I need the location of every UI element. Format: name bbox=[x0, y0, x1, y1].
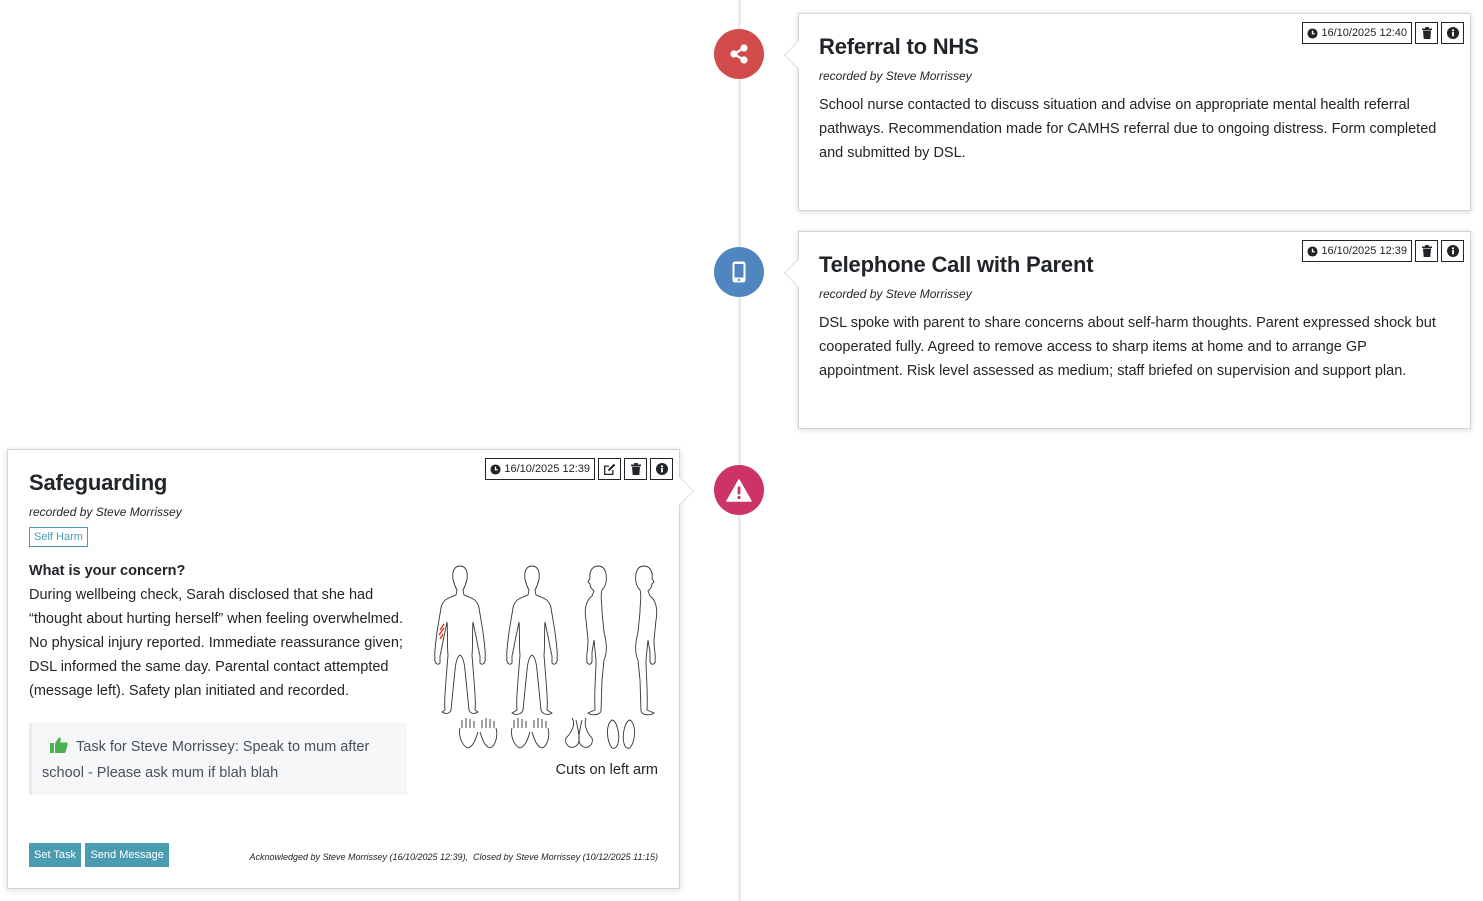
timestamp-text: 16/10/2025 12:39 bbox=[1321, 245, 1407, 257]
share-icon bbox=[728, 43, 750, 65]
recorded-by: recorded by Steve Morrissey bbox=[29, 505, 182, 519]
clock-icon bbox=[490, 464, 501, 475]
mobile-phone-icon bbox=[732, 261, 746, 283]
warning-icon bbox=[726, 479, 752, 502]
timeline-panel-referral bbox=[798, 13, 1471, 211]
recorded-by: recorded by Steve Morrissey bbox=[819, 69, 972, 83]
body-map-caption: Cuts on left arm bbox=[555, 762, 658, 778]
edit-icon bbox=[603, 463, 616, 475]
timeline-badge-safeguarding bbox=[714, 465, 764, 515]
info-icon bbox=[656, 463, 668, 475]
body-map-figures bbox=[426, 560, 666, 752]
panel-title: Safeguarding bbox=[29, 470, 168, 495]
category-tag[interactable]: Self Harm bbox=[29, 527, 88, 547]
thumbs-up-icon bbox=[50, 737, 68, 761]
task-text: Task for Steve Morrissey: Speak to mum after school - Please ask mum if blah blah bbox=[42, 739, 370, 781]
status-footer: Acknowledged by Steve Morrissey (16/10/2025 12:39), Closed by Steve Morrissey (10/12/2025 11:15) bbox=[249, 852, 658, 862]
action-buttons bbox=[29, 843, 169, 867]
timestamp-text: 16/10/2025 12:40 bbox=[1321, 27, 1407, 39]
timeline-badge-telephone bbox=[714, 247, 764, 297]
panel-pointer bbox=[679, 476, 694, 506]
info-button[interactable] bbox=[650, 458, 673, 480]
panel-body: DSL spoke with parent to share concerns about self-harm thoughts. Parent expressed shock but cooperated fully. Agreed to remove access to sharp items at home and to arrange GP appointment. Risk level assessed as medium; staff briefed on supervision and support plan. bbox=[819, 315, 1436, 379]
delete-button[interactable] bbox=[624, 458, 647, 480]
panel-title: Referral to NHS bbox=[819, 34, 979, 59]
concern-answer: During wellbeing check, Sarah disclosed that she had “thought about hurting herself” when feeling overwhelmed. No physical injury reported. Immediate reassurance given; DSL informed the same day. Parental contact attempted (message left). Safety plan initiated and recorded. bbox=[29, 587, 404, 699]
timeline-badge-referral bbox=[714, 29, 764, 79]
timeline-panel-safeguarding bbox=[7, 449, 680, 889]
recorded-by: recorded by Steve Morrissey bbox=[819, 287, 972, 301]
body-map[interactable] bbox=[426, 560, 666, 752]
panel-body: School nurse contacted to discuss situation and advise on appropriate mental health referral pathways. Recommendation made for CAMHS referral due to ongoing distress. Form completed and submitted by DSL. bbox=[819, 97, 1437, 161]
send-message-button[interactable]: Send Message bbox=[85, 843, 168, 867]
task-box[interactable] bbox=[29, 723, 407, 795]
edit-button[interactable] bbox=[598, 458, 621, 480]
trash-icon bbox=[631, 463, 641, 475]
panel-pointer bbox=[784, 258, 799, 288]
injury-marks bbox=[439, 624, 444, 639]
timeline-line bbox=[738, 0, 741, 901]
timestamp-text: 16/10/2025 12:39 bbox=[504, 463, 590, 475]
panel-toolbar bbox=[485, 458, 673, 480]
panel-title: Telephone Call with Parent bbox=[819, 252, 1094, 277]
panel-pointer bbox=[784, 40, 799, 70]
timeline-panel-telephone bbox=[798, 231, 1471, 429]
timestamp-button[interactable] bbox=[485, 458, 595, 480]
concern-question: What is your concern? bbox=[29, 563, 186, 579]
set-task-button[interactable]: Set Task bbox=[29, 843, 81, 867]
